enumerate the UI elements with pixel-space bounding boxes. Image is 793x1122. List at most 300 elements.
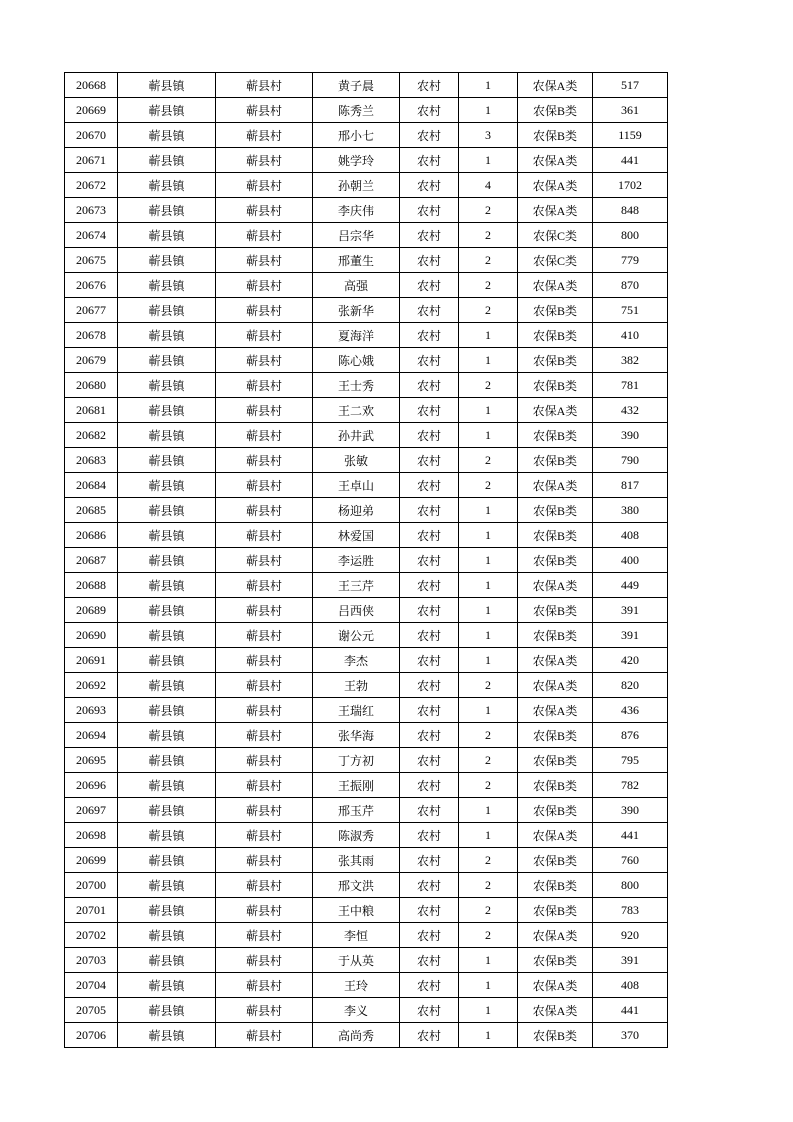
table-row — [65, 998, 668, 1023]
table-cell: 蕲县村 — [216, 248, 313, 273]
table-row — [65, 223, 668, 248]
table-cell: 蕲县镇 — [118, 848, 216, 873]
table-cell: 农村 — [400, 1023, 459, 1048]
table-cell: 20688 — [65, 573, 118, 598]
table-cell: 蕲县镇 — [118, 123, 216, 148]
table-cell: 邢小七 — [313, 123, 400, 148]
table-cell: 农保A类 — [518, 473, 593, 498]
table-cell: 蕲县村 — [216, 598, 313, 623]
table-cell: 20686 — [65, 523, 118, 548]
table-cell: 农保A类 — [518, 73, 593, 98]
table-cell: 农村 — [400, 223, 459, 248]
table-cell: 蕲县镇 — [118, 648, 216, 673]
table-cell: 2 — [459, 848, 518, 873]
table-cell: 1 — [459, 648, 518, 673]
table-row — [65, 548, 668, 573]
table-cell: 20693 — [65, 698, 118, 723]
table-cell: 1159 — [593, 123, 668, 148]
table-cell: 20671 — [65, 148, 118, 173]
table-cell: 蕲县镇 — [118, 973, 216, 998]
table-cell: 农保A类 — [518, 273, 593, 298]
table-cell: 蕲县村 — [216, 798, 313, 823]
table-cell: 蕲县镇 — [118, 323, 216, 348]
table-row — [65, 348, 668, 373]
table-cell: 1 — [459, 398, 518, 423]
table-cell: 751 — [593, 298, 668, 323]
table-cell: 20677 — [65, 298, 118, 323]
table-cell: 441 — [593, 823, 668, 848]
table-cell: 蕲县村 — [216, 1023, 313, 1048]
table-cell: 361 — [593, 98, 668, 123]
table-row — [65, 748, 668, 773]
table-cell: 李杰 — [313, 648, 400, 673]
table-row — [65, 973, 668, 998]
table-cell: 441 — [593, 998, 668, 1023]
table-cell: 于从英 — [313, 948, 400, 973]
table-cell: 农村 — [400, 273, 459, 298]
table-cell: 农村 — [400, 473, 459, 498]
table-cell: 20704 — [65, 973, 118, 998]
table-cell: 蕲县村 — [216, 298, 313, 323]
table-cell: 20669 — [65, 98, 118, 123]
records-table — [64, 72, 668, 1048]
table-row — [65, 448, 668, 473]
table-cell: 蕲县村 — [216, 573, 313, 598]
table-cell: 2 — [459, 898, 518, 923]
table-cell: 817 — [593, 473, 668, 498]
table-cell: 2 — [459, 198, 518, 223]
table-cell: 391 — [593, 948, 668, 973]
table-cell: 20689 — [65, 598, 118, 623]
table-cell: 农村 — [400, 698, 459, 723]
table-cell: 400 — [593, 548, 668, 573]
table-cell: 1 — [459, 973, 518, 998]
table-cell: 2 — [459, 298, 518, 323]
table-cell: 1 — [459, 323, 518, 348]
table-row — [65, 723, 668, 748]
table-cell: 农村 — [400, 873, 459, 898]
table-cell: 20684 — [65, 473, 118, 498]
table-cell: 1 — [459, 998, 518, 1023]
table-cell: 蕲县镇 — [118, 398, 216, 423]
table-cell: 790 — [593, 448, 668, 473]
table-cell: 蕲县镇 — [118, 573, 216, 598]
table-cell: 农村 — [400, 623, 459, 648]
table-cell: 蕲县村 — [216, 123, 313, 148]
table-cell: 蕲县镇 — [118, 373, 216, 398]
table-cell: 谢公元 — [313, 623, 400, 648]
table-cell: 蕲县镇 — [118, 623, 216, 648]
table-cell: 农村 — [400, 648, 459, 673]
table-cell: 441 — [593, 148, 668, 173]
table-cell: 蕲县村 — [216, 498, 313, 523]
table-cell: 农保B类 — [518, 1023, 593, 1048]
table-cell: 20673 — [65, 198, 118, 223]
table-row — [65, 123, 668, 148]
table-cell: 农村 — [400, 798, 459, 823]
table-cell: 蕲县村 — [216, 623, 313, 648]
table-cell: 蕲县镇 — [118, 1023, 216, 1048]
table-cell: 农村 — [400, 823, 459, 848]
table-row — [65, 248, 668, 273]
table-cell: 蕲县镇 — [118, 548, 216, 573]
table-cell: 390 — [593, 423, 668, 448]
table-cell: 农保B类 — [518, 448, 593, 473]
table-cell: 20700 — [65, 873, 118, 898]
table-cell: 李庆伟 — [313, 198, 400, 223]
table-cell: 农保B类 — [518, 748, 593, 773]
table-cell: 农村 — [400, 248, 459, 273]
table-cell: 邢文洪 — [313, 873, 400, 898]
table-cell: 1702 — [593, 173, 668, 198]
table-cell: 蕲县镇 — [118, 73, 216, 98]
table-cell: 20695 — [65, 748, 118, 773]
table-cell: 农保B类 — [518, 798, 593, 823]
table-cell: 800 — [593, 873, 668, 898]
table-row — [65, 98, 668, 123]
table-cell: 孙朝兰 — [313, 173, 400, 198]
table-cell: 农村 — [400, 548, 459, 573]
table-cell: 781 — [593, 373, 668, 398]
table-cell: 蕲县镇 — [118, 948, 216, 973]
table-cell: 农保B类 — [518, 598, 593, 623]
table-cell: 380 — [593, 498, 668, 523]
table-cell: 20672 — [65, 173, 118, 198]
table-cell: 张华海 — [313, 723, 400, 748]
table-cell: 蕲县村 — [216, 923, 313, 948]
table-cell: 20668 — [65, 73, 118, 98]
table-cell: 农保B类 — [518, 723, 593, 748]
table-cell: 农保B类 — [518, 348, 593, 373]
table-cell: 农村 — [400, 298, 459, 323]
table-row — [65, 473, 668, 498]
table-row — [65, 623, 668, 648]
table-row — [65, 848, 668, 873]
table-cell: 1 — [459, 423, 518, 448]
table-cell: 蕲县村 — [216, 948, 313, 973]
table-cell: 蕲县村 — [216, 323, 313, 348]
table-cell: 蕲县镇 — [118, 448, 216, 473]
table-cell: 农保B类 — [518, 548, 593, 573]
table-cell: 蕲县村 — [216, 748, 313, 773]
table-cell: 蕲县村 — [216, 173, 313, 198]
table-cell: 3 — [459, 123, 518, 148]
table-cell: 农保A类 — [518, 573, 593, 598]
table-cell: 蕲县镇 — [118, 873, 216, 898]
table-cell: 蕲县镇 — [118, 598, 216, 623]
table-cell: 农村 — [400, 673, 459, 698]
table-cell: 农保C类 — [518, 223, 593, 248]
table-cell: 张敏 — [313, 448, 400, 473]
table-cell: 农保A类 — [518, 198, 593, 223]
table-cell: 陈心娥 — [313, 348, 400, 373]
table-row — [65, 273, 668, 298]
table-cell: 孙井武 — [313, 423, 400, 448]
table-cell: 20674 — [65, 223, 118, 248]
table-cell: 农保A类 — [518, 998, 593, 1023]
table-cell: 农村 — [400, 123, 459, 148]
table-cell: 1 — [459, 698, 518, 723]
table-cell: 农保B类 — [518, 123, 593, 148]
table-cell: 2 — [459, 673, 518, 698]
table-cell: 林爱国 — [313, 523, 400, 548]
table-cell: 蕲县镇 — [118, 523, 216, 548]
table-cell: 408 — [593, 973, 668, 998]
table-cell: 农村 — [400, 173, 459, 198]
table-cell: 2 — [459, 873, 518, 898]
table-cell: 20701 — [65, 898, 118, 923]
table-cell: 蕲县村 — [216, 673, 313, 698]
table-cell: 20694 — [65, 723, 118, 748]
table-cell: 农保B类 — [518, 898, 593, 923]
table-cell: 1 — [459, 623, 518, 648]
table-cell: 农保C类 — [518, 248, 593, 273]
table-cell: 蕲县镇 — [118, 173, 216, 198]
table-row — [65, 1023, 668, 1048]
table-cell: 20678 — [65, 323, 118, 348]
table-cell: 农村 — [400, 198, 459, 223]
table-cell: 农村 — [400, 98, 459, 123]
table-cell: 1 — [459, 823, 518, 848]
table-cell: 蕲县村 — [216, 848, 313, 873]
table-cell: 1 — [459, 498, 518, 523]
table-cell: 20675 — [65, 248, 118, 273]
table-cell: 农保A类 — [518, 698, 593, 723]
table-cell: 夏海洋 — [313, 323, 400, 348]
table-cell: 农保A类 — [518, 173, 593, 198]
table-row — [65, 923, 668, 948]
table-cell: 蕲县镇 — [118, 473, 216, 498]
table-cell: 蕲县村 — [216, 873, 313, 898]
table-cell: 蕲县镇 — [118, 798, 216, 823]
table-cell: 2 — [459, 773, 518, 798]
table-cell: 蕲县村 — [216, 998, 313, 1023]
table-row — [65, 673, 668, 698]
table-cell: 蕲县村 — [216, 823, 313, 848]
table-cell: 邢董生 — [313, 248, 400, 273]
table-cell: 农保B类 — [518, 498, 593, 523]
table-cell: 2 — [459, 448, 518, 473]
table-row — [65, 698, 668, 723]
table-cell: 390 — [593, 798, 668, 823]
table-cell: 20702 — [65, 923, 118, 948]
table-cell: 蕲县镇 — [118, 498, 216, 523]
table-row — [65, 798, 668, 823]
table-cell: 王瑞红 — [313, 698, 400, 723]
table-cell: 王士秀 — [313, 373, 400, 398]
table-cell: 1 — [459, 148, 518, 173]
table-cell: 农村 — [400, 423, 459, 448]
table-cell: 农村 — [400, 448, 459, 473]
table-cell: 1 — [459, 348, 518, 373]
table-cell: 2 — [459, 373, 518, 398]
table-cell: 876 — [593, 723, 668, 748]
table-cell: 农村 — [400, 973, 459, 998]
table-row — [65, 773, 668, 798]
table-cell: 农保B类 — [518, 373, 593, 398]
table-cell: 李义 — [313, 998, 400, 1023]
table-cell: 20706 — [65, 1023, 118, 1048]
table-cell: 20690 — [65, 623, 118, 648]
table-cell: 蕲县村 — [216, 448, 313, 473]
table-cell: 王玲 — [313, 973, 400, 998]
table-cell: 蕲县村 — [216, 423, 313, 448]
table-cell: 农村 — [400, 723, 459, 748]
table-cell: 张其雨 — [313, 848, 400, 873]
table-cell: 蕲县村 — [216, 523, 313, 548]
table-cell: 王卓山 — [313, 473, 400, 498]
table-cell: 王勃 — [313, 673, 400, 698]
table-cell: 20670 — [65, 123, 118, 148]
table-cell: 农村 — [400, 523, 459, 548]
table-cell: 蕲县镇 — [118, 898, 216, 923]
table-cell: 农村 — [400, 748, 459, 773]
table-row — [65, 498, 668, 523]
table-cell: 农村 — [400, 573, 459, 598]
table-cell: 姚学玲 — [313, 148, 400, 173]
table-cell: 449 — [593, 573, 668, 598]
table-cell: 农保B类 — [518, 848, 593, 873]
table-cell: 779 — [593, 248, 668, 273]
table-cell: 20687 — [65, 548, 118, 573]
table-row — [65, 823, 668, 848]
table-cell: 370 — [593, 1023, 668, 1048]
table-cell: 蕲县村 — [216, 98, 313, 123]
table-cell: 蕲县镇 — [118, 298, 216, 323]
table-cell: 农村 — [400, 948, 459, 973]
table-cell: 蕲县镇 — [118, 248, 216, 273]
table-cell: 农村 — [400, 598, 459, 623]
table-cell: 王二欢 — [313, 398, 400, 423]
table-cell: 蕲县村 — [216, 398, 313, 423]
table-cell: 20705 — [65, 998, 118, 1023]
table-cell: 20703 — [65, 948, 118, 973]
table-row — [65, 373, 668, 398]
table-cell: 蕲县镇 — [118, 748, 216, 773]
table-row — [65, 598, 668, 623]
table-row — [65, 173, 668, 198]
table-cell: 蕲县镇 — [118, 273, 216, 298]
table-cell: 蕲县镇 — [118, 98, 216, 123]
table-cell: 农保A类 — [518, 648, 593, 673]
table-cell: 1 — [459, 523, 518, 548]
table-cell: 农保B类 — [518, 873, 593, 898]
table-row — [65, 648, 668, 673]
table-cell: 农村 — [400, 498, 459, 523]
table-cell: 20699 — [65, 848, 118, 873]
table-cell: 20696 — [65, 773, 118, 798]
table-cell: 蕲县村 — [216, 73, 313, 98]
table-cell: 农村 — [400, 773, 459, 798]
table-cell: 农保A类 — [518, 148, 593, 173]
table-cell: 20683 — [65, 448, 118, 473]
table-cell: 410 — [593, 323, 668, 348]
table-cell: 农保A类 — [518, 823, 593, 848]
table-cell: 蕲县镇 — [118, 223, 216, 248]
table-cell: 20681 — [65, 398, 118, 423]
table-cell: 436 — [593, 698, 668, 723]
table-cell: 农村 — [400, 73, 459, 98]
table-cell: 陈秀兰 — [313, 98, 400, 123]
table-cell: 农保A类 — [518, 673, 593, 698]
table-cell: 蕲县村 — [216, 548, 313, 573]
table-cell: 920 — [593, 923, 668, 948]
table-row — [65, 573, 668, 598]
table-cell: 蕲县村 — [216, 348, 313, 373]
table-cell: 农村 — [400, 398, 459, 423]
table-cell: 蕲县村 — [216, 473, 313, 498]
table-cell: 陈淑秀 — [313, 823, 400, 848]
table-cell: 高尚秀 — [313, 1023, 400, 1048]
table-cell: 农保B类 — [518, 948, 593, 973]
table-cell: 农保B类 — [518, 423, 593, 448]
table-cell: 2 — [459, 248, 518, 273]
table-cell: 吕西侠 — [313, 598, 400, 623]
table-cell: 432 — [593, 398, 668, 423]
table-cell: 王振刚 — [313, 773, 400, 798]
table-cell: 蕲县村 — [216, 773, 313, 798]
table-cell: 1 — [459, 598, 518, 623]
table-cell: 1 — [459, 548, 518, 573]
table-cell: 20697 — [65, 798, 118, 823]
table-cell: 4 — [459, 173, 518, 198]
table-cell: 蕲县镇 — [118, 673, 216, 698]
table-cell: 农村 — [400, 373, 459, 398]
table-cell: 黄子晨 — [313, 73, 400, 98]
table-row — [65, 898, 668, 923]
table-cell: 蕲县村 — [216, 698, 313, 723]
table-cell: 420 — [593, 648, 668, 673]
table-cell: 782 — [593, 773, 668, 798]
table-cell: 蕲县村 — [216, 723, 313, 748]
table-cell: 408 — [593, 523, 668, 548]
table-cell: 1 — [459, 1023, 518, 1048]
table-cell: 蕲县镇 — [118, 923, 216, 948]
table-cell: 丁方初 — [313, 748, 400, 773]
table-row — [65, 873, 668, 898]
table-cell: 农保B类 — [518, 298, 593, 323]
table-cell: 2 — [459, 223, 518, 248]
table-cell: 2 — [459, 473, 518, 498]
table-cell: 蕲县镇 — [118, 823, 216, 848]
table-cell: 李恒 — [313, 923, 400, 948]
table-cell: 李运胜 — [313, 548, 400, 573]
table-cell: 20676 — [65, 273, 118, 298]
table-cell: 蕲县镇 — [118, 148, 216, 173]
table-cell: 蕲县镇 — [118, 198, 216, 223]
table-cell: 391 — [593, 623, 668, 648]
table-row — [65, 523, 668, 548]
table-cell: 农保B类 — [518, 323, 593, 348]
table-cell: 蕲县村 — [216, 198, 313, 223]
table-row — [65, 73, 668, 98]
table-cell: 王三芹 — [313, 573, 400, 598]
table-cell: 2 — [459, 723, 518, 748]
table-row — [65, 148, 668, 173]
table-row — [65, 423, 668, 448]
table-cell: 蕲县村 — [216, 973, 313, 998]
table-cell: 1 — [459, 798, 518, 823]
table-cell: 20682 — [65, 423, 118, 448]
table-cell: 517 — [593, 73, 668, 98]
table-cell: 蕲县镇 — [118, 423, 216, 448]
table-cell: 蕲县镇 — [118, 998, 216, 1023]
table-cell: 820 — [593, 673, 668, 698]
table-cell: 382 — [593, 348, 668, 373]
table-row — [65, 323, 668, 348]
table-cell: 391 — [593, 598, 668, 623]
table-cell: 王中粮 — [313, 898, 400, 923]
